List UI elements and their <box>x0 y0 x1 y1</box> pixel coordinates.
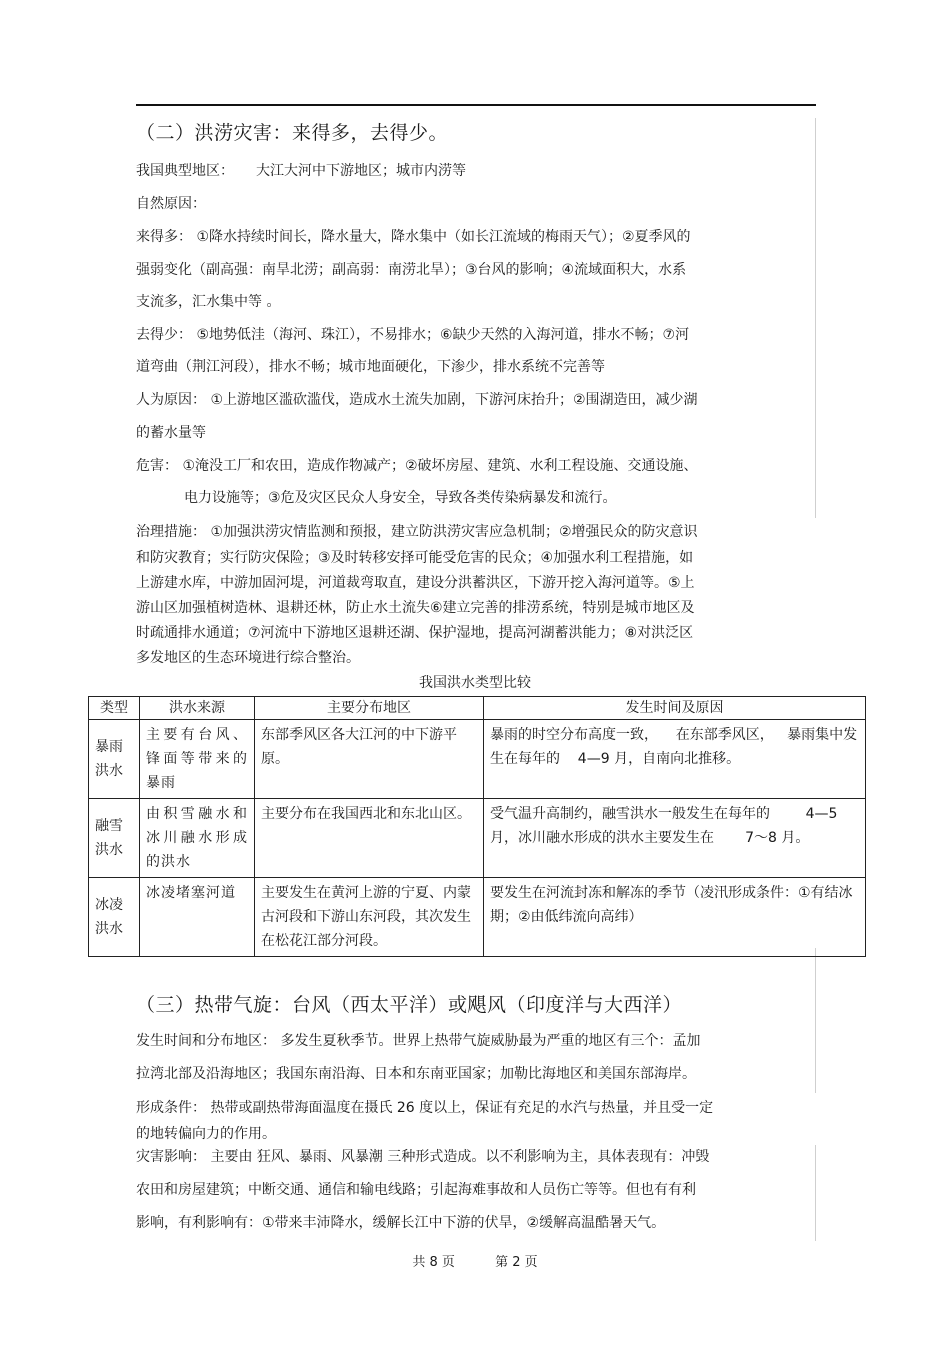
flood-time-cell: 要发生在河流封冻和解冻的季节（凌汛形成条件：①有结冰期；②由低纬流向高纬） <box>484 878 866 957</box>
flood-type-cell: 冰凌洪水 <box>89 878 140 957</box>
column-header: 类型 <box>89 697 140 720</box>
paragraph-line: 游山区加强植树造林、退耕还林，防止水土流失⑥建立完善的排涝系统，特别是城市地区及 <box>136 600 695 616</box>
paragraph-line: 的地转偏向力的作用。 <box>136 1126 276 1142</box>
flood-region-cell: 主要分布在我国西北和东北山区。 <box>255 799 484 878</box>
paragraph-line: 治理措施： ①加强洪涝灾情监测和预报，建立防洪涝灾害应急机制；②增强民众的防灾意识 <box>136 524 698 540</box>
margin-line <box>815 1145 816 1241</box>
flood-source-cell: 由积雪融水和冰川融水形成的洪水 <box>140 799 255 878</box>
paragraph-line: 和防灾教育；实行防灾保险；③及时转移安择可能受危害的民众；④加强水利工程措施，如 <box>136 550 694 566</box>
paragraph-line: 时疏通排水通道；⑦河流中下游地区退耕还湖、保护湿地，提高河湖蓄洪能力；⑧对洪泛区 <box>136 625 694 641</box>
paragraph-line: 电力设施等；③危及灾区民众人身安全，导致各类传染病暴发和流行。 <box>184 490 617 506</box>
flood-time-cell: 受气温升高制约，融雪洪水一般发生在每年的 4—5 月，冰川融水形成的洪水主要发生在 7～8 月。 <box>484 799 866 878</box>
paragraph-line: 发生时间和分布地区： 多发生夏秋季节。世界上热带气旋威胁最为严重的地区有三个：孟加 <box>136 1033 701 1049</box>
margin-line <box>815 118 816 518</box>
paragraph-line: 强弱变化（副高强：南旱北涝；副高弱：南涝北旱）；③台风的影响；④流域面积大，水系 <box>136 262 687 278</box>
paragraph-line: 灾害影响： 主要由 狂风、暴雨、风暴潮 三种形式造成。以不利影响为主，具体表现有：冲毁 <box>136 1149 710 1165</box>
flood-region-cell: 东部季风区各大江河的中下游平原。 <box>255 720 484 799</box>
total-pages: 共 8 页 <box>412 1255 455 1270</box>
paragraph-line: 影响，有利影响有：①带来丰沛降水，缓解长江中下游的伏旱，②缓解高温酷暑天气。 <box>136 1215 666 1231</box>
margin-line <box>815 948 816 1093</box>
paragraph-line: 危害： ①淹没工厂和农田，造成作物减产；②破坏房屋、建筑、水利工程设施、交通设施、 <box>136 458 698 474</box>
paragraph-line: 形成条件： 热带或副热带海面温度在摄氏 26 度以上，保证有充足的水汽与热量，并且受一定 <box>136 1100 714 1116</box>
flood-types-table <box>88 696 866 957</box>
column-header: 洪水来源 <box>140 697 255 720</box>
flood-source-cell: 主要有台风、锋面等带来的暴雨 <box>140 720 255 799</box>
table-caption: 我国洪水类型比较 <box>419 675 531 691</box>
section-heading-cyclones: （三）热带气旋：台风（西太平洋）或飓风（印度洋与大西洋） <box>136 994 683 1016</box>
natural-causes-label: 自然原因： <box>136 196 206 212</box>
table-row <box>89 878 866 957</box>
page-footer <box>0 1251 950 1270</box>
paragraph-line: 的蓄水量等 <box>136 425 206 441</box>
column-header: 发生时间及原因 <box>484 697 866 720</box>
paragraph-line: 多发地区的生态环境进行综合整治。 <box>136 650 360 666</box>
paragraph-line: 农田和房屋建筑；中断交通、通信和输电线路；引起海难事故和人员伤亡等等。但也有有利 <box>136 1182 696 1198</box>
current-page: 第 2 页 <box>495 1255 538 1270</box>
section-heading-floods: （二）洪涝灾害：来得多，去得少。 <box>136 122 449 144</box>
flood-time-cell: 暴雨的时空分布高度一致， 在东部季风区， 暴雨集中发生在每年的 4—9 月，自南向北推移。 <box>484 720 866 799</box>
top-rule <box>136 104 816 106</box>
paragraph-line: 拉湾北部及沿海地区；我国东南沿海、日本和东南亚国家；加勒比海地区和美国东部海岸。 <box>136 1066 696 1082</box>
table-row <box>89 799 866 878</box>
flood-type-cell: 暴雨洪水 <box>89 720 140 799</box>
paragraph-line: 道弯曲（荆江河段），排水不畅；城市地面硬化，下渗少，排水系统不完善等 <box>136 359 605 375</box>
typical-regions <box>136 162 466 180</box>
flood-region-cell: 主要发生在黄河上游的宁夏、内蒙古河段和下游山东河段，其次发生在松花江部分河段。 <box>255 878 484 957</box>
flood-type-cell: 融雪洪水 <box>89 799 140 878</box>
paragraph-line: 来得多： ①降水持续时间长，降水量大，降水集中（如长江流域的梅雨天气）；②夏季风的 <box>136 229 691 245</box>
flood-source-cell: 冰凌堵塞河道 <box>140 878 255 957</box>
table-row <box>89 720 866 799</box>
paragraph-line: 去得少： ⑤地势低洼（海河、珠江），不易排水；⑥缺少天然的入海河道，排水不畅；⑦河 <box>136 327 690 343</box>
table-header-row <box>89 697 866 720</box>
paragraph-line: 人为原因： ①上游地区滥砍滥伐，造成水土流失加剧，下游河床抬升；②围湖造田，减少湖 <box>136 392 698 408</box>
paragraph-line: 上游建水库，中游加固河堤，河道裁弯取直，建设分洪蓄洪区，下游开挖入海河道等。⑤上 <box>136 575 695 591</box>
paragraph-line: 支流多，汇水集中等 。 <box>136 294 281 310</box>
column-header: 主要分布地区 <box>255 697 484 720</box>
typical-label: 我国典型地区： <box>136 163 234 179</box>
typical-value: 大江大河中下游地区；城市内涝等 <box>256 163 466 179</box>
